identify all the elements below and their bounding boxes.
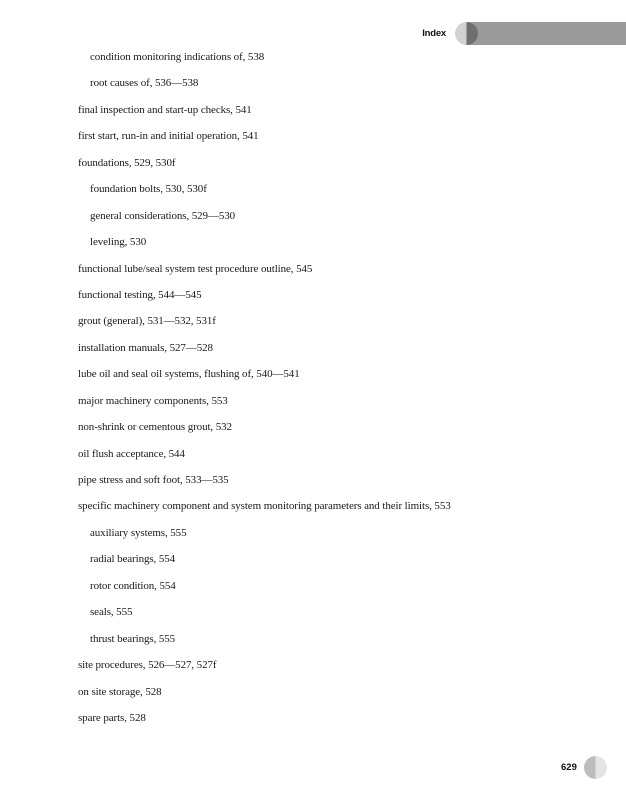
index-subentry: radial bearings, 554 <box>90 553 176 566</box>
index-entry: site procedures, 526—527, 527f <box>78 659 217 672</box>
index-entry: specific machinery component and system monitoring parameters and their limits, 553 <box>78 500 451 513</box>
page-number: 629 <box>561 762 577 773</box>
index-entry: installation manuals, 527—528 <box>78 341 213 354</box>
index-entry: spare parts, 528 <box>78 711 146 724</box>
header-thumb-circle <box>455 22 478 45</box>
header-tab <box>466 22 626 45</box>
index-entry: non-shrink or cementous grout, 532 <box>78 421 232 434</box>
index-entry: grout (general), 531—532, 531f <box>78 315 216 328</box>
index-entry: oil flush acceptance, 544 <box>78 447 185 460</box>
index-subentry: rotor condition, 554 <box>90 579 176 592</box>
index-entry: lube oil and seal oil systems, flushing of, 540—541 <box>78 368 300 381</box>
index-entry: on site storage, 528 <box>78 685 162 698</box>
index-entry: foundations, 529, 530f <box>78 156 176 169</box>
index-entry-list <box>78 47 451 734</box>
index-entry: final inspection and start-up checks, 541 <box>78 103 252 116</box>
index-subentry: leveling, 530 <box>90 236 147 249</box>
index-subentry: thrust bearings, 555 <box>90 632 176 645</box>
index-entry: major machinery components, 553 <box>78 394 228 407</box>
section-label: Index <box>422 28 446 39</box>
index-subentry: seals, 555 <box>90 606 133 619</box>
index-subentry: foundation bolts, 530, 530f <box>90 183 207 196</box>
index-entry: pipe stress and soft foot, 533—535 <box>78 474 229 486</box>
index-entry: first start, run-in and initial operation, 541 <box>78 130 259 143</box>
index-subentry: condition monitoring indications of, 538 <box>90 51 265 63</box>
index-entry: functional testing, 544—545 <box>78 288 202 301</box>
index-subentry: root causes of, 536—538 <box>90 77 199 90</box>
index-subentry: general considerations, 529—530 <box>90 209 236 222</box>
index-subentry: auxiliary systems, 555 <box>90 526 187 539</box>
index-entry: functional lube/seal system test procedure outline, 545 <box>78 262 313 275</box>
footer-thumb-circle <box>584 756 607 779</box>
